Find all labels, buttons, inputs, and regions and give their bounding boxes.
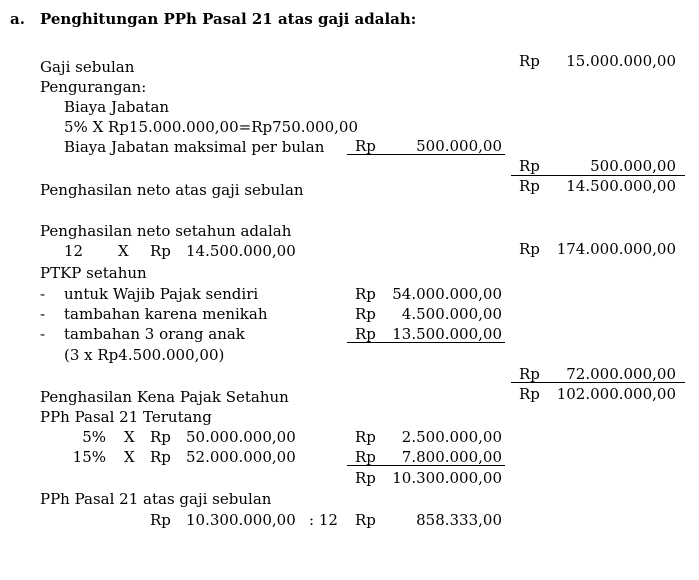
gaji-rp: Rp	[519, 52, 540, 70]
neto-tahun-inner-value: 14.500.000,00	[186, 242, 296, 260]
ptkp-item-value: 54.000.000,00	[392, 285, 502, 303]
biaya-jabatan-label: Biaya Jabatan	[64, 98, 170, 116]
ptkp-item-rp: Rp	[355, 325, 376, 343]
biaya-jabatan-max-label: Biaya Jabatan maksimal per bulan	[64, 138, 325, 156]
sebulan-label: PPh Pasal 21 atas gaji sebulan	[40, 490, 272, 508]
ptkp-note: (3 x Rp4.500.000,00)	[64, 346, 225, 364]
ptkp-dash: -	[40, 305, 46, 323]
neto-tahun-mult: 12	[64, 242, 84, 260]
sebulan-rp2: Rp	[355, 511, 376, 529]
sebulan-value: 858.333,00	[416, 511, 502, 529]
terutang-x: X	[124, 428, 135, 446]
pkp-rp: Rp	[519, 385, 540, 403]
ptkp-label: PTKP setahun	[40, 264, 147, 282]
ptkp-item-label: tambahan 3 orang anak	[64, 325, 245, 343]
sebulan-annual: 10.300.000,00	[186, 511, 296, 529]
terutang-tax: 7.800.000,00	[401, 448, 502, 466]
ptkp-dash: -	[40, 325, 46, 343]
terutang-rp2: Rp	[355, 428, 376, 446]
ptkp-item-rp: Rp	[355, 285, 376, 303]
biaya-jabatan-calc: 5% X Rp15.000.000,00=Rp750.000,00	[64, 118, 358, 136]
biaya-jabatan-max-rp: Rp	[355, 137, 376, 155]
terutang-total-value: 10.300.000,00	[392, 469, 502, 487]
terutang-rp: Rp	[150, 448, 171, 466]
gaji-value: 15.000.000,00	[566, 52, 676, 70]
ptkp-total-value: 72.000.000,00	[566, 365, 676, 383]
ptkp-item-value: 4.500.000,00	[401, 305, 502, 323]
neto-tahun-value: 174.000.000,00	[556, 240, 676, 258]
ptkp-item-value: 13.500.000,00	[392, 325, 502, 343]
pkp-label: Penghasilan Kena Pajak Setahun	[40, 388, 289, 406]
sebulan-divisor: : 12	[309, 511, 338, 529]
neto-tahun-inner-rp: Rp	[150, 242, 171, 260]
divider-line	[511, 175, 685, 176]
biaya-jabatan-total-rp: Rp	[519, 157, 540, 175]
terutang-pct: 5%	[82, 428, 106, 446]
terutang-base: 50.000.000,00	[186, 428, 296, 446]
divider-line	[347, 154, 505, 155]
biaya-jabatan-max-value: 500.000,00	[416, 137, 502, 155]
section-marker: a.	[10, 10, 25, 28]
terutang-base: 52.000.000,00	[186, 448, 296, 466]
neto-tahun-rp: Rp	[519, 240, 540, 258]
neto-tahun-x: X	[118, 242, 129, 260]
terutang-tax: 2.500.000,00	[401, 428, 502, 446]
terutang-label: PPh Pasal 21 Terutang	[40, 408, 212, 426]
pengurangan-label: Pengurangan:	[40, 78, 147, 96]
divider-line	[347, 342, 505, 343]
neto-bulan-value: 14.500.000,00	[566, 177, 676, 195]
divider-line	[511, 382, 685, 383]
terutang-total-rp: Rp	[355, 469, 376, 487]
neto-bulan-rp: Rp	[519, 177, 540, 195]
terutang-rp: Rp	[150, 428, 171, 446]
terutang-x: X	[124, 448, 135, 466]
pkp-value: 102.000.000,00	[556, 385, 676, 403]
divider-line	[347, 465, 505, 466]
ptkp-item-rp: Rp	[355, 305, 376, 323]
sebulan-rp: Rp	[150, 511, 171, 529]
ptkp-dash: -	[40, 285, 46, 303]
biaya-jabatan-total-value: 500.000,00	[590, 157, 676, 175]
section-title: Penghitungan PPh Pasal 21 atas gaji adalah:	[40, 10, 417, 28]
neto-bulan-label: Penghasilan neto atas gaji sebulan	[40, 181, 304, 199]
neto-tahun-label: Penghasilan neto setahun adalah	[40, 222, 292, 240]
ptkp-item-label: untuk Wajib Pajak sendiri	[64, 285, 259, 303]
ptkp-item-label: tambahan karena menikah	[64, 305, 268, 323]
terutang-rp2: Rp	[355, 448, 376, 466]
gaji-label: Gaji sebulan	[40, 58, 135, 76]
terutang-pct: 15%	[72, 448, 106, 466]
ptkp-total-rp: Rp	[519, 365, 540, 383]
